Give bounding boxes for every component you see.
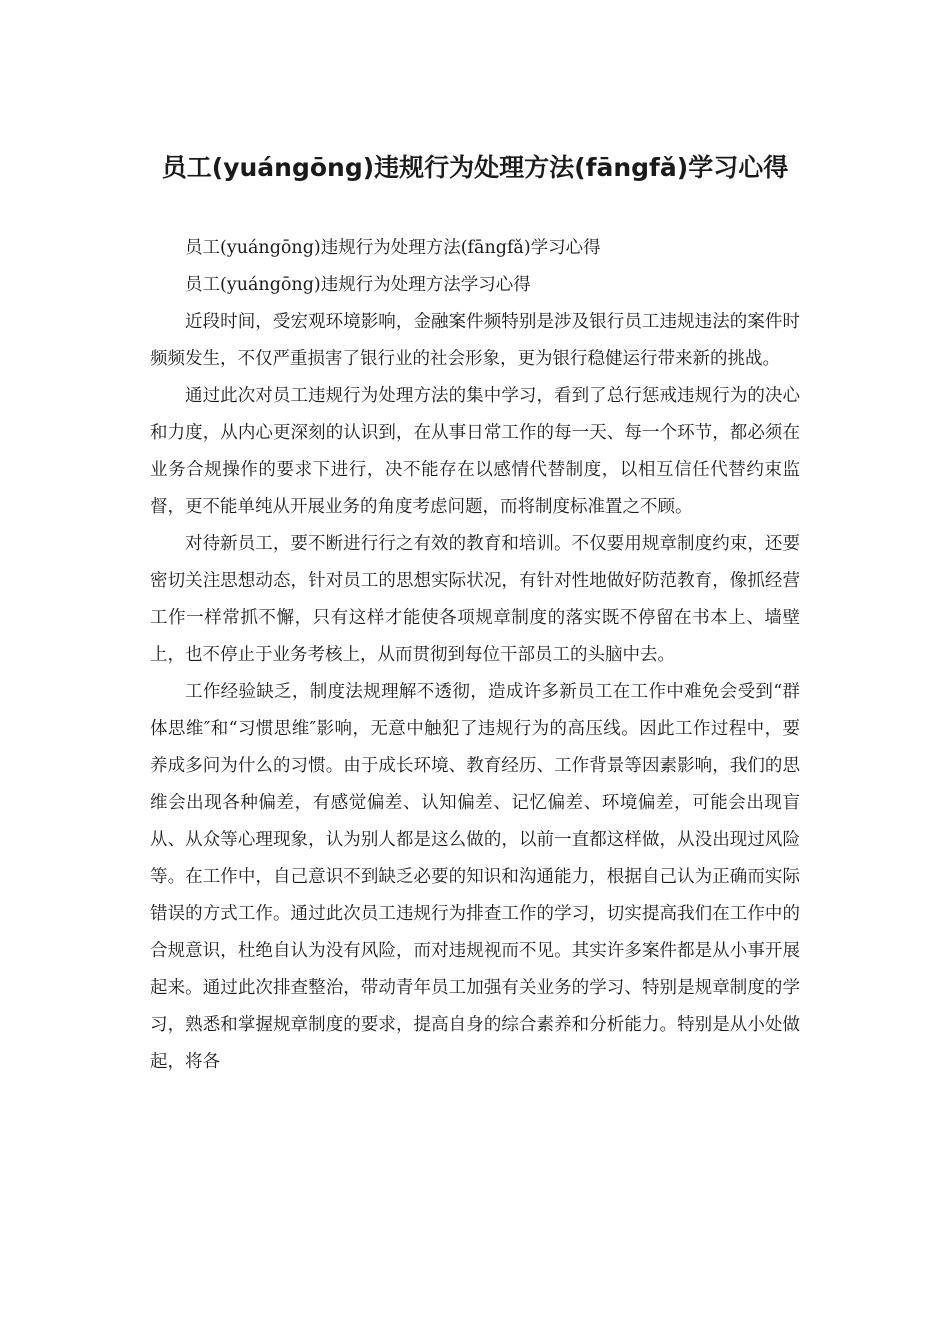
- paragraph-study-reflection: 通过此次对员工违规行为处理方法的集中学习，看到了总行惩戒违规行为的决心和力度，从内心更深刻的认识到，在从事日常工作的每一天、每一个环节，都必须在业务合规操作的要求下进行，决不能存在以感情代替制度，以相互信任代替约束监督，更不能单纯从开展业务的角度考虑问题，而将制度标准置之不顾。: [150, 386, 800, 517]
- paragraph-subtitle: 员工(yuángōng)违规行为处理方法学习心得: [185, 275, 531, 295]
- paragraph-background: 近段时间，受宏观环境影响，金融案件频特别是涉及银行员工违规违法的案件时频频发生，不仅严重损害了银行业的社会形象，更为银行稳健运行带来新的挑战。: [150, 312, 800, 369]
- paragraph-title-repeat: 员工(yuángōng)违规行为处理方法(fāngfǎ)学习心得: [185, 238, 601, 258]
- document-body: [150, 230, 800, 1081]
- document-title: 员工(yuángōng)违规行为处理方法(fāngfǎ)学习心得: [161, 153, 789, 182]
- paragraph-new-employees: 对待新员工，要不断进行行之有效的教育和培训。不仅要用规章制度约束，还要密切关注思想动态，针对员工的思想实际状况，有针对性地做好防范教育，像抓经营工作一样常抓不懈，只有这样才能使各项规章制度的落实既不停留在书本上、墙壁上，也不停止于业务考核上，从而贯彻到每位干部员工的头脑中去。: [150, 534, 800, 665]
- paragraph-work-experience: 工作经验缺乏，制度法规理解不透彻，造成许多新员工在工作中难免会受到“群体思维″和“习惯思维″影响，无意中触犯了违规行为的高压线。因此工作过程中，要养成多问为什么的习惯。由于成长环境、教育经历、工作背景等因素影响，我们的思维会出现各种偏差，有感觉偏差、认知偏差、记忆偏差、环境偏差，可能会出现盲从、从众等心理现象，认为别人都是这么做的，以前一直都这样做，从没出现过风险等。在工作中，自己意识不到缺乏必要的知识和沟通能力，根据自己认为正确而实际错误的方式工作。通过此次员工违规行为排查工作的学习，切实提高我们在工作中的合规意识，杜绝自认为没有风险，而对违规视而不见。其实许多案件都是从小事开展起来。通过此次排查整治，带动青年员工加强有关业务的学习、特别是规章制度的学习，熟悉和掌握规章制度的要求，提高自身的综合素养和分析能力。特别是从小处做起，将各: [150, 682, 800, 1072]
